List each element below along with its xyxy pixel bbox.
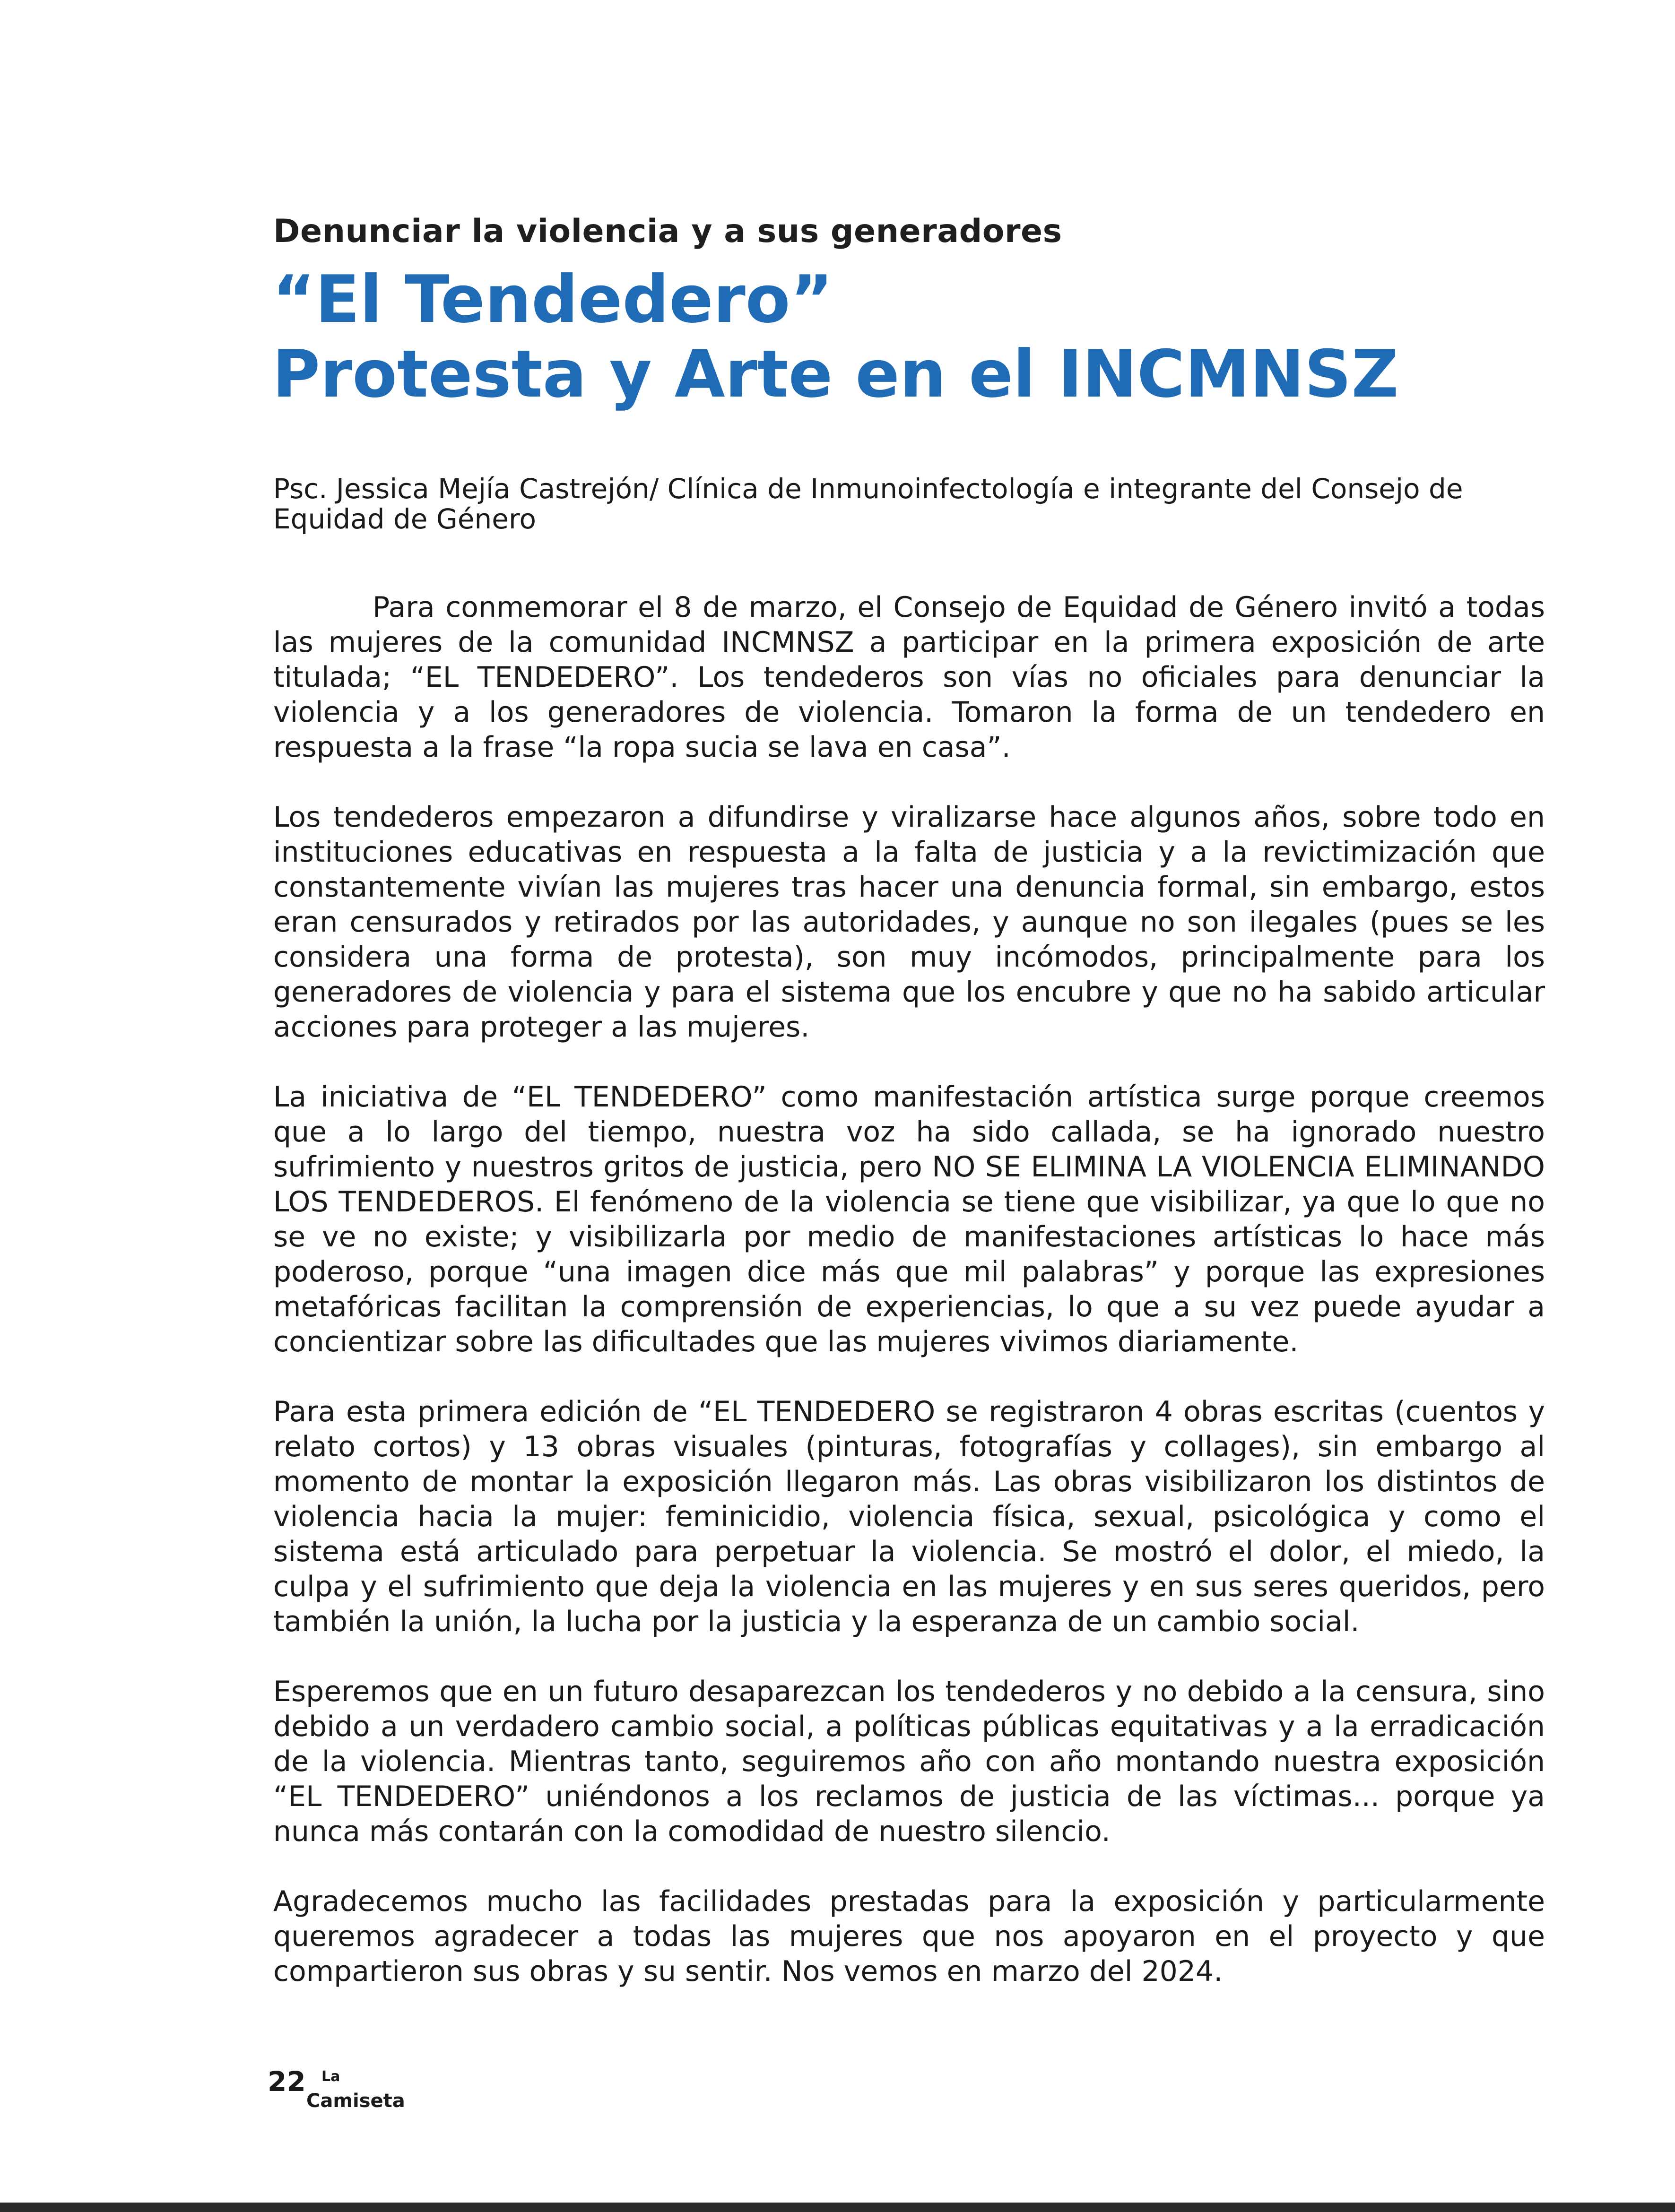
- paragraph-1: Para conmemorar el 8 de marzo, el Consejo de Equidad de Género invitó a todas las mujeres de la comunidad INCMNSZ a participar en la primera exposición de arte titulada; “EL TENDEDERO”. Los tendederos son vías no oficiales para denunciar la violencia y a los generadores de violencia. Tomaron la forma de un tendedero en respuesta a la frase “la ropa sucia se lava en casa”.: [273, 591, 1545, 764]
- paragraph-3: La iniciativa de “EL TENDEDERO” como manifestación artística surge porque creemos que a lo largo del tiempo, nuestra voz ha sido callada, se ha ignorado nuestro sufrimiento y nuestros gritos de justicia, pero NO SE ELIMINA LA VIOLENCIA ELIMINANDO LOS TENDEDEROS. El fenómeno de la violencia se tiene que visibilizar, ya que lo que no se ve no existe; y visibilizarla por medio de manifestaciones artísticas lo hace más poderoso, porque “una imagen dice más que mil palabras” y porque las expresiones metafóricas facilitan la comprensión de experiencias, lo que a su vez puede ayudar a concientizar sobre las dificultades que las mujeres vivimos diariamente.: [273, 1080, 1545, 1358]
- paragraph-6: Agradecemos mucho las facilidades prestadas para la exposición y particularmente queremos agradecer a todas las mujeres que nos apoyaron en el proyecto y que compartieron sus obras y su sentir. Nos vemos en marzo del 2024.: [273, 1885, 1545, 1988]
- article-byline: Psc. Jessica Mejía Castrejón/ Clínica de Inmunoinfectología e integrante del Consejo de Equidad de Género: [273, 473, 1463, 535]
- page-footer: [268, 2065, 504, 2113]
- paragraph-2: Los tendederos empezaron a difundirse y viralizarse hace algunos años, sobre todo en instituciones educativas en respuesta a la falta de justicia y a la revictimización que constantemente vivían las mujeres tras hacer una denuncia formal, sin embargo, estos eran censurados y retirados por las autoridades, y aunque no son ilegales (pues se les considera una forma de protesta), son muy incómodos, principalmente para los generadores de violencia y para el sistema que los encubre y que no ha sabido articular acciones para proteger a las mujeres.: [273, 801, 1545, 1044]
- article-title-line-1: “El Tendedero”: [272, 261, 833, 337]
- paragraph-4: Para esta primera edición de “EL TENDEDERO se registraron 4 obras escritas (cuentos y relato cortos) y 13 obras visuales (pinturas, fotografías y collages), sin embargo al momento de montar la exposición llegaron más. Las obras visibilizaron los distintos de violencia hacia la mujer: feminicidio, violencia física, sexual, psicológica y como el sistema está articulado para perpetuar la violencia. Se mostró el dolor, el miedo, la culpa y el sufrimiento que deja la violencia en las mujeres y en sus seres queridos, pero también la unión, la lucha por la justicia y la esperanza de un cambio social.: [273, 1395, 1545, 1638]
- article-body: [273, 590, 1545, 2024]
- paragraph-5: Esperemos que en un futuro desaparezcan los tendederos y no debido a la censura, sino debido a un verdadero cambio social, a políticas públicas equitativas y a la erradicación de la violencia. Mientras tanto, seguiremos año con año montando nuestra exposición “EL TENDEDERO” uniéndonos a los reclamos de justicia de las víctimas... porque ya nunca más contarán con la comodidad de nuestro silencio.: [273, 1675, 1545, 1848]
- publication-name: Camiseta: [306, 2090, 405, 2112]
- article-kicker: Denunciar la violencia y a sus generadores: [273, 213, 1062, 250]
- bottom-rule: [0, 2203, 1675, 2212]
- page-number: 22: [268, 2065, 306, 2098]
- article-title-line-2: Protesta y Arte en el INCMNSZ: [272, 336, 1399, 412]
- article-title: [272, 262, 1399, 412]
- publication-article: La: [321, 2068, 340, 2085]
